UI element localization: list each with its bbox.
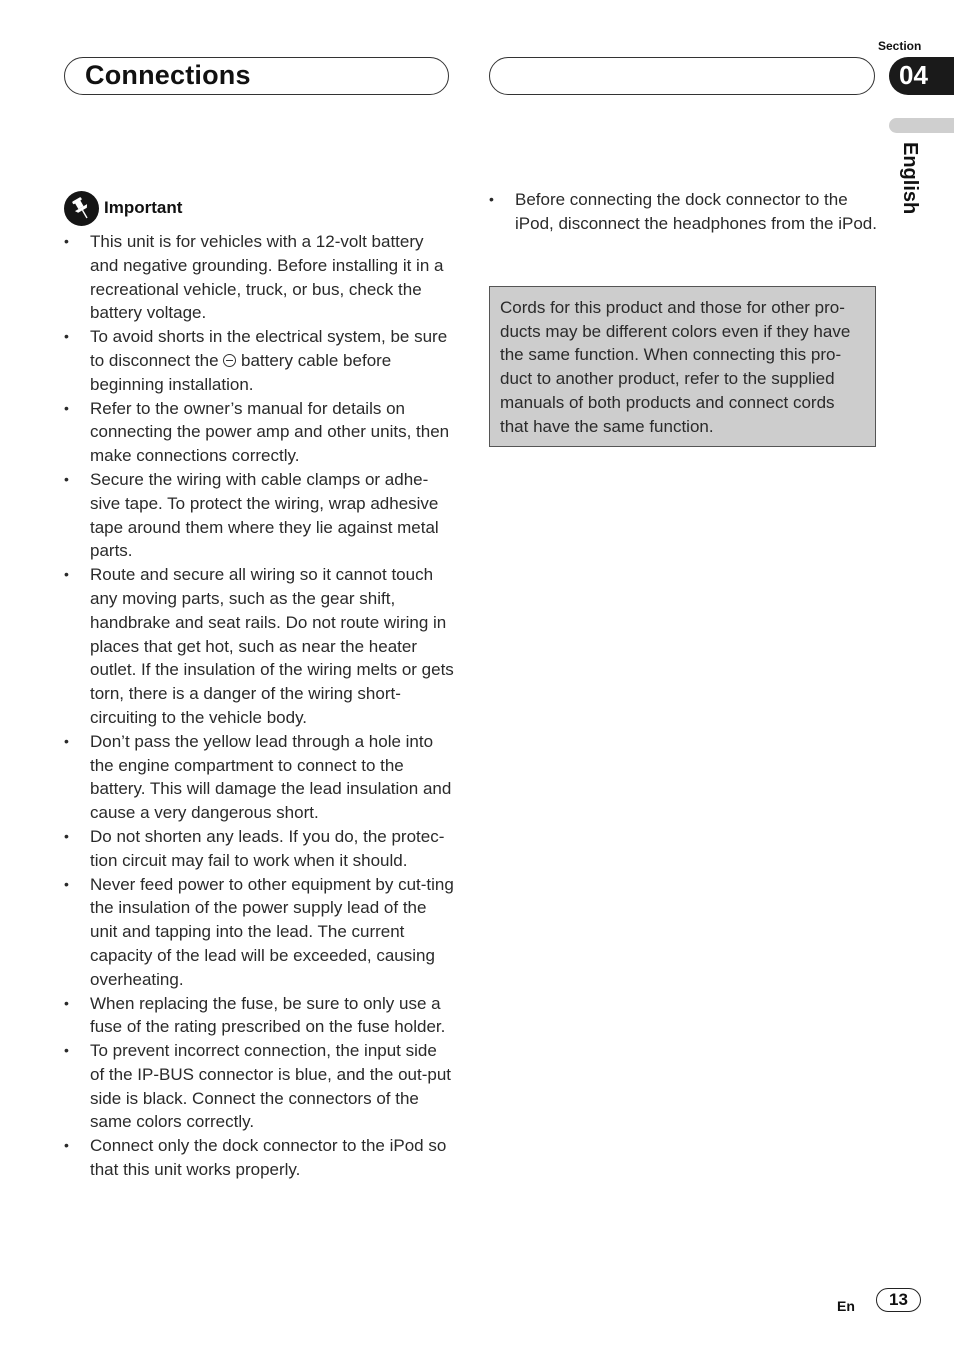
list-item <box>64 992 454 1040</box>
list-item-text: Refer to the owner’s manual for details on connecting the power amp and other units, then make connections correctly. <box>90 398 450 466</box>
bullet: • <box>64 994 69 1011</box>
bullet: • <box>64 470 69 487</box>
bullet: • <box>64 233 69 249</box>
list-item <box>64 325 454 396</box>
section-badge <box>889 57 954 95</box>
list-item-text: Secure the wiring with cable clamps or adhe-sive tape. To protect the wiring, wrap adhesive tape around them where they lie against metal parts. <box>90 469 439 561</box>
list-item <box>64 873 454 992</box>
list-item <box>64 397 454 468</box>
list-item-text: Do not shorten any leads. If you do, the protec-tion circuit may fail to work when it should. <box>90 826 445 870</box>
list-item <box>64 563 454 730</box>
bullet: • <box>64 1042 69 1059</box>
list-item <box>64 468 454 563</box>
list-item-text: To avoid shorts in the electrical system, be sure to disconnect the <box>90 327 448 370</box>
note-box <box>489 286 876 447</box>
list-item <box>64 230 454 325</box>
bullet: • <box>64 566 69 583</box>
section-label: Section <box>878 39 922 53</box>
title-box <box>64 57 449 95</box>
important-list-continued <box>489 188 879 236</box>
list-item-text: This unit is for vehicles with a 12-volt battery and negative grounding. Before installing it in a recreational vehicle, truck, or bus, check the battery voltage. <box>90 232 444 323</box>
list-item-text: Route and secure all wiring so it cannot touch any moving parts, such as the gear shift, handbrake and seat rails. Do not route wiring in places that get hot, such as near the heater outlet. If the insulation of the wiring melts or gets torn, there is a danger of the wiring short-circuiting to the vehicle body. <box>90 565 454 727</box>
bullet: • <box>64 399 69 416</box>
list-item <box>64 1134 454 1182</box>
list-item-text: Never feed power to other equipment by cut-ting the insulation of the power supply lead of the unit and tapping into the lead. The current capacity of the lead will be exceeded, causing overheating. <box>90 874 454 989</box>
list-item <box>64 825 454 873</box>
list-item <box>64 730 454 825</box>
important-label: Important <box>104 198 183 217</box>
language-label: English <box>899 142 921 215</box>
language-label-wrap <box>897 142 921 222</box>
list-item-text: When replacing the fuse, be sure to only use a fuse of the rating prescribed on the fuse holder. <box>90 993 446 1037</box>
language-tab <box>889 118 954 133</box>
footer-language-code: En <box>837 1298 855 1314</box>
important-pushpin-icon <box>64 191 99 226</box>
page-number: 13 <box>889 1290 908 1309</box>
title-box-empty <box>489 57 875 95</box>
page-title: Connections <box>85 60 251 90</box>
bullet: • <box>64 1137 69 1154</box>
list-item-text: Before connecting the dock connector to the iPod, disconnect the headphones from the iPod. <box>515 190 877 233</box>
list-item-text: battery cable before beginning installation. <box>90 350 392 394</box>
important-list <box>64 230 454 1182</box>
bullet: • <box>64 827 69 844</box>
list-item-text: To prevent incorrect connection, the input side of the IP-BUS connector is blue, and the out-put side is black. Connect the connectors of the same colors correctly. <box>90 1041 451 1132</box>
bullet: • <box>64 328 69 345</box>
note-text: Cords for this product and those for other pro-ducts may be different colors even if they have the same function. When connecting this pro-duct to another product, refer to the supplied manuals of both products and connect cords that have the same function. <box>500 298 851 436</box>
list-item-text: Don’t pass the yellow lead through a hole into the engine compartment to connect to the battery. This will damage the lead insulation and cause a very dangerous short. <box>90 731 452 823</box>
minus-circle-icon <box>223 354 236 367</box>
list-item <box>489 188 879 236</box>
bullet: • <box>64 732 69 749</box>
page-number-badge <box>876 1288 921 1312</box>
list-item <box>64 1039 454 1134</box>
bullet: • <box>489 191 494 207</box>
section-number: 04 <box>899 60 928 90</box>
list-item-text: Connect only the dock connector to the iPod so that this unit works properly. <box>90 1136 447 1180</box>
bullet: • <box>64 875 69 892</box>
